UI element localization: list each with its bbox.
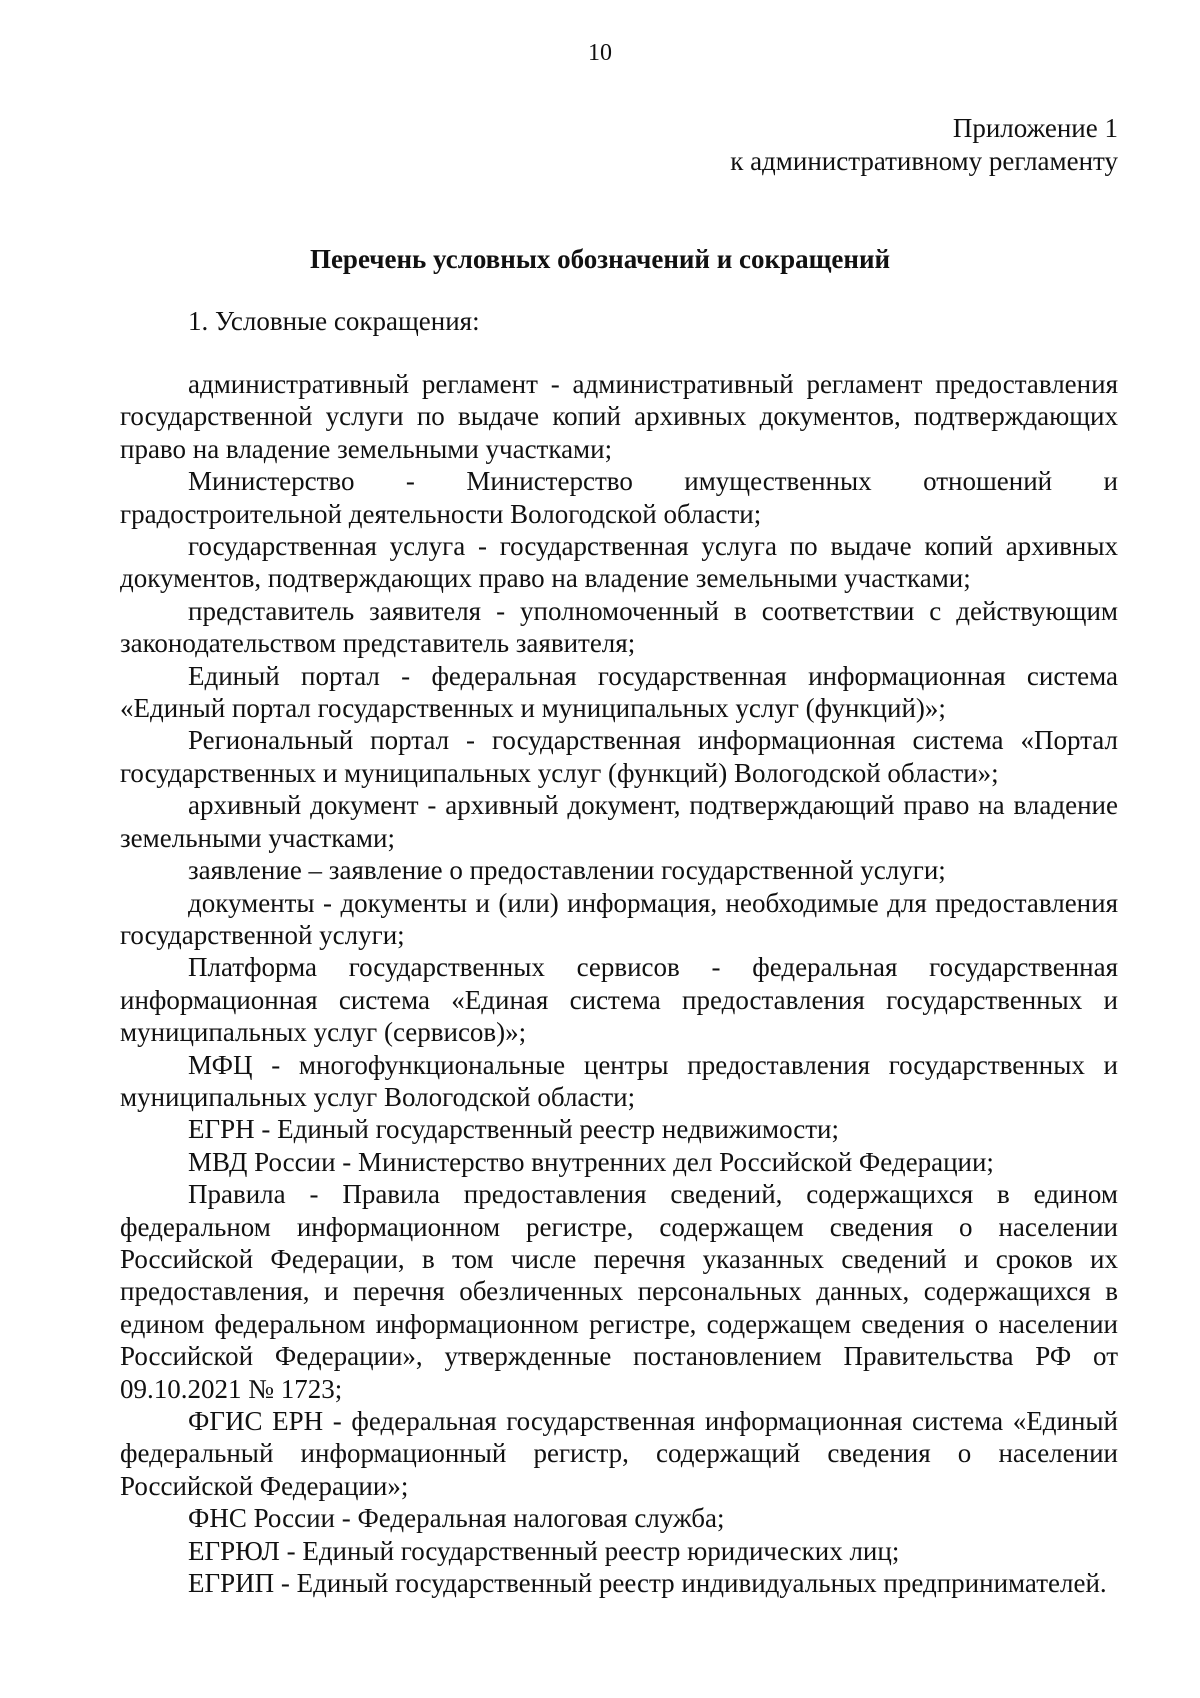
entry-egrul: ЕГРЮЛ - Единый государственный реестр юридических лиц; xyxy=(188,1535,900,1566)
appendix-header xyxy=(730,112,1118,178)
entry-archival-document: архивный документ - архивный документ, подтверждающий право на владение земельными участками; xyxy=(120,790,1118,853)
entry-fns: ФНС России - Федеральная налоговая служба; xyxy=(188,1503,725,1534)
abbreviations-list xyxy=(120,368,1118,1599)
entry-rules: Правила - Правила предоставления сведений, содержащихся в едином федеральном информационном регистре, содержащем сведения о населении Российской Федерации, в том числе перечня указанных сведений и сроков их предоставления, и перечня обезличенных персональных данных, содержащихся в едином федеральном информационном регистре, содержащем сведения о населении Российской Федерации», утвержденные постановлением Правительства РФ от 09.10.2021 № 1723; xyxy=(120,1179,1118,1404)
appendix-line-1: Приложение 1 xyxy=(952,113,1118,143)
entry-egrip: ЕГРИП - Единый государственный реестр индивидуальных предпринимателей. xyxy=(188,1568,1107,1599)
entry-state-service: государственная услуга - государственная услуга по выдаче копий архивных документов, подтверждающих право на владение земельными участками; xyxy=(120,531,1118,594)
entry-regional-portal: Региональный портал - государственная информационная система «Портал государственных и муниципальных услуг (функций) Вологодской области»; xyxy=(120,725,1118,788)
entry-fgis-ern: ФГИС ЕРН - федеральная государственная информационная система «Единый федеральный информационный регистр, содержащий сведения о населении Российской Федерации»; xyxy=(120,1406,1118,1501)
document-title: Перечень условных обозначений и сокращений xyxy=(309,244,891,274)
entry-unified-portal: Единый портал - федеральная государственная информационная система «Единый портал государственных и муниципальных услуг (функций)»; xyxy=(120,660,1118,724)
entry-mfc: МФЦ - многофункциональные центры предоставления государственных и муниципальных услуг Вологодской области; xyxy=(120,1049,1118,1112)
entry-applicant-representative: представитель заявителя - уполномоченный в соответствии с действующим законодательством представитель заявителя; xyxy=(120,595,1118,659)
entry-documents: документы - документы и (или) информация, необходимые для предоставления государственной услуги; xyxy=(120,887,1118,950)
entry-mvd: МВД России - Министерство внутренних дел Российской Федерации; xyxy=(188,1146,994,1177)
page-number: 10 xyxy=(588,40,612,66)
entry-administrative-regulation: административный регламент - административный регламент предоставления государственной услуги по выдаче копий архивных документов, подтверждающих право на владение земельными участками; xyxy=(120,369,1118,464)
entry-application: заявление – заявление о предоставлении государственной услуги; xyxy=(188,855,946,886)
appendix-line-2: к административному регламенту xyxy=(730,146,1118,176)
entry-services-platform: Платформа государственных сервисов - федеральная государственная информационная система «Единая система предоставления государственных и муниципальных услуг (сервисов)»; xyxy=(120,952,1118,1048)
entry-ministry: Министерство - Министерство имущественных отношений и градостроительной деятельности Вологодской области; xyxy=(120,466,1118,529)
entry-egrn: ЕГРН - Единый государственный реестр недвижимости; xyxy=(188,1114,840,1145)
section-heading: 1. Условные сокращения: xyxy=(188,306,480,336)
